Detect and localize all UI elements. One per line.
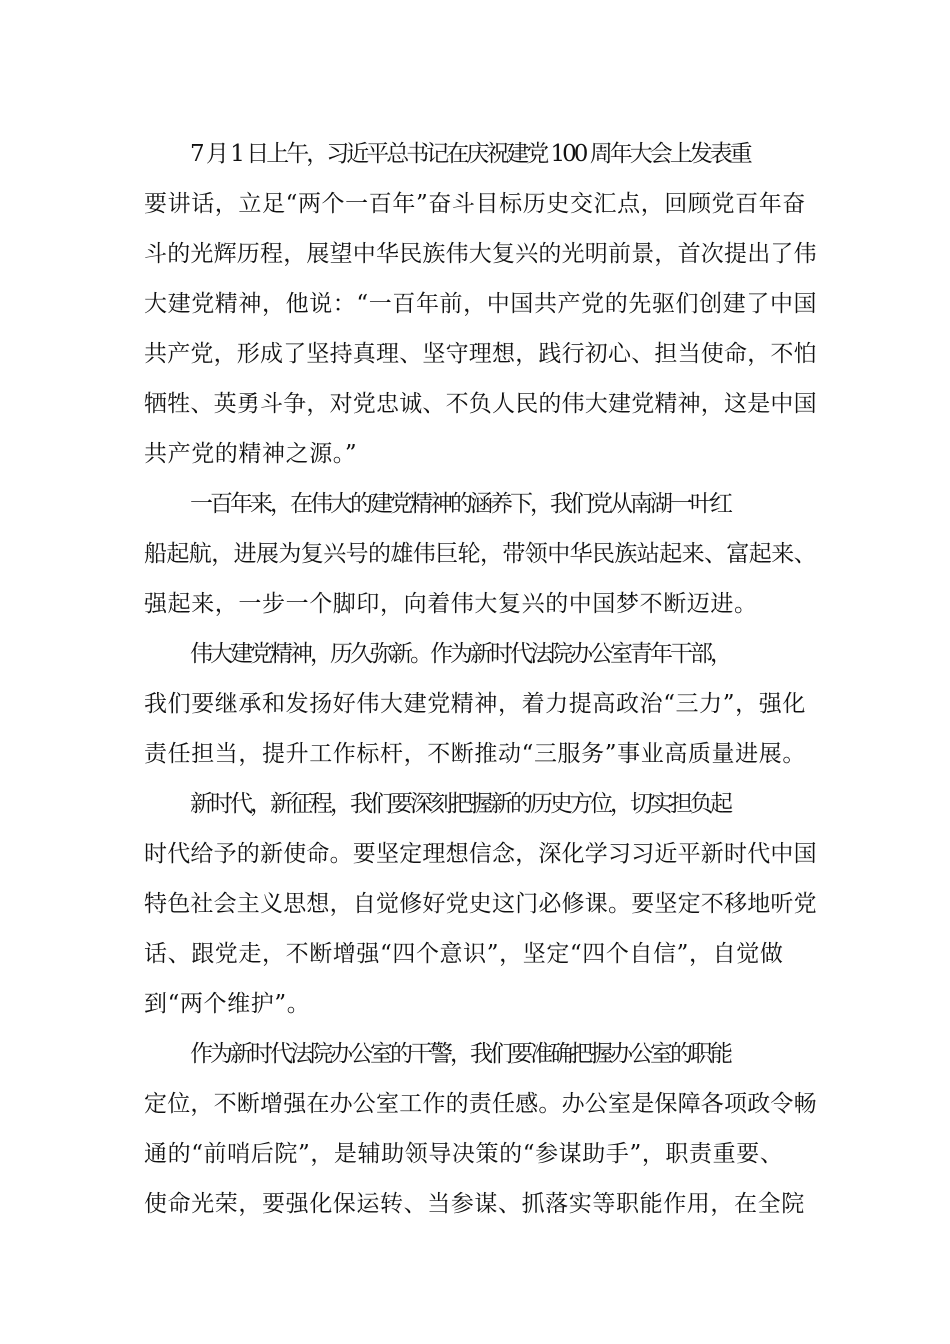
- text-line: 7 月 1 日上午，习近平总书记在庆祝建党 100 周年大会上发表重: [190, 141, 750, 167]
- paragraph-4: [144, 779, 816, 1029]
- text-line: 一百年来，在伟大的建党精神的涵养下，我们党从南湖一叶红: [190, 491, 730, 517]
- text-line: 通的“前哨后院”，是辅助领导决策的“参谋助手”，职责重要、: [144, 1141, 784, 1167]
- text-line: 共产党的精神之源。”: [144, 441, 358, 467]
- text-line: 牺牲、英勇斗争，对党忠诚、不负人民的伟大建党精神，这是中国: [144, 391, 817, 417]
- paragraph-1: [144, 129, 816, 479]
- text-line: 伟大建党精神，历久弥新。作为新时代法院办公室青年干部，: [190, 641, 730, 667]
- document-body: [144, 129, 816, 1229]
- text-line: 共产党，形成了坚持真理、坚守理想，践行初心、担当使命，不怕: [144, 341, 817, 367]
- text-line: 船起航，进展为复兴号的雄伟巨轮，带领中华民族站起来、富起来、: [144, 541, 817, 567]
- paragraph-3: [144, 629, 816, 779]
- text-line: 新时代，新征程，我们要深刻把握新的历史方位，切实担负起: [190, 791, 730, 817]
- text-line: 时代给予的新使命。要坚定理想信念，深化学习习近平新时代中国: [144, 841, 817, 867]
- text-line: 作为新时代法院办公室的干警，我们要准确把握办公室的职能: [190, 1041, 730, 1067]
- text-line: 责任担当，提升工作标杆，不断推动“三服务”事业高质量进展。: [144, 741, 806, 767]
- text-line: 话、跟党走，不断增强“四个意识”，坚定“四个自信”，自觉做: [144, 941, 784, 967]
- text-line: 到“两个维护”。: [144, 991, 311, 1017]
- text-line: 斗的光辉历程，展望中华民族伟大复兴的光明前景，首次提出了伟: [144, 241, 817, 267]
- text-line: 大建党精神，他说：“一百年前，中国共产党的先驱们创建了中国: [144, 291, 818, 317]
- paragraph-5: [144, 1029, 816, 1229]
- text-line: 使命光荣，要强化保运转、当参谋、抓落实等职能作用，在全院: [144, 1191, 805, 1217]
- text-line: 强起来，一步一个脚印，向着伟大复兴的中国梦不断迈进。: [144, 591, 758, 617]
- text-line: 要讲话，立足“两个一百年”奋斗目标历史交汇点，回顾党百年奋: [144, 191, 806, 217]
- text-line: 我们要继承和发扬好伟大建党精神，着力提高政治“三力”，强化: [144, 691, 806, 717]
- text-line: 特色社会主义思想，自觉修好党史这门必修课。要坚定不移地听党: [144, 891, 817, 917]
- paragraph-2: [144, 479, 816, 629]
- text-line: 定位，不断增强在办公室工作的责任感。办公室是保障各项政令畅: [144, 1091, 817, 1117]
